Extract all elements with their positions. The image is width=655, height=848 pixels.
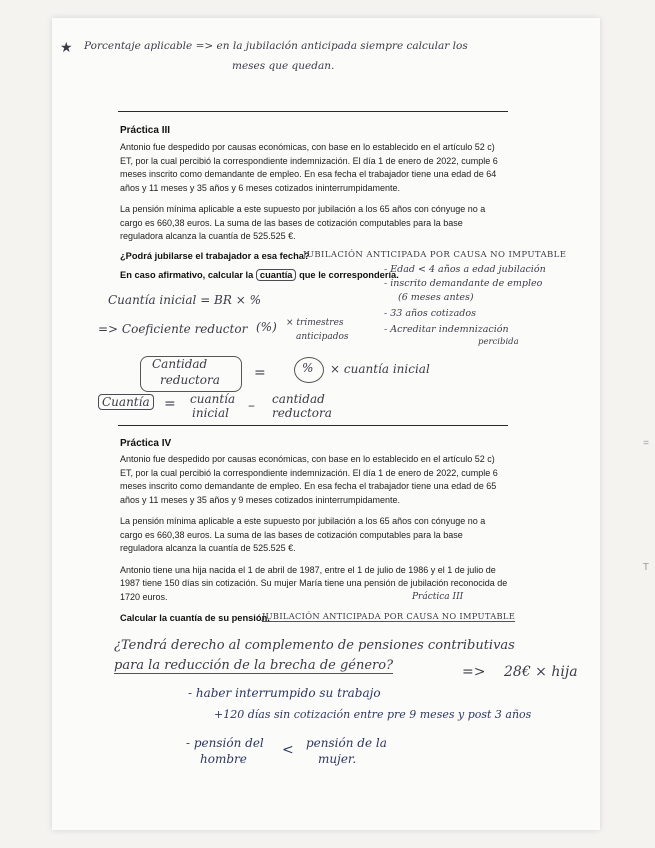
arrow: => [462, 664, 486, 680]
requirement-2: - inscrito demandante de empleo [384, 278, 543, 289]
top-note-line2: meses que quedan. [232, 60, 335, 72]
practice-3-para1: Antonio fue despedido por causas económicas, con base en lo establecido en el artículo 52 c) ET, por la cual percibió la correspondiente indemnización. El día 1 de enero de 2022, cumple 6 meses inscrito como demandante de empleo. En esa fecha el trabajador tiene una edad de 64 años y 11 meses y 35 años y 6 meses cotizados ininterrumpidamente. [120, 142, 498, 193]
formula3-amount: × cuantía inicial [330, 362, 430, 376]
condition-pension-woman-1: pensión de la [306, 736, 387, 750]
condition-less-than: < [282, 742, 294, 758]
practice-4-body [120, 453, 508, 612]
practice-4-answer: JUBILACIÓN ANTICIPADA POR CAUSA NO IMPUTABLE [262, 611, 516, 621]
formula3-equals: = [254, 365, 266, 381]
practice-3-answer1: JUBILACIÓN ANTICIPADA POR CAUSA NO IMPUTABLE [303, 250, 567, 260]
handwritten-question-line1: ¿Tendrá derecho al complemento de pensiones contributivas [114, 638, 515, 653]
q2-part-c: que le correspondería. [299, 270, 399, 280]
divider [118, 111, 508, 112]
practice-3-question1: ¿Podrá jubilarse el trabajador a esa fecha? [120, 251, 310, 261]
handwritten-question-line2: para la reducción de la brecha de género? [114, 658, 394, 673]
requirement-2b: (6 meses antes) [398, 292, 474, 303]
condition-pension-woman-2: mujer. [318, 752, 357, 766]
practice-3-reference: Práctica III [412, 592, 464, 602]
edge-mark: = [643, 438, 649, 449]
formula4-cantidad: cantidad [272, 392, 325, 406]
formula-trimestres: × trimestres [286, 318, 344, 328]
practice-4-question: Calcular la cuantía de su pensión. [120, 613, 270, 623]
formula4-equals: = [164, 396, 176, 412]
top-note-line1: Porcentaje aplicable => en la jubilación anticipada siempre calcular los [84, 40, 468, 52]
practice-4-para2: La pensión mínima aplicable a este supuesto por jubilación a los 65 años con cónyuge no a cargo es 660,38 euros. La suma de las bases de cotización computables para la base reguladora alcanza la cuantía de 525.525 €. [120, 516, 486, 553]
edge-mark: T [642, 562, 649, 573]
formula3-percent: % [302, 361, 314, 375]
q2-part-a: En caso afirmativo, calcular la [120, 270, 254, 280]
formula4-cuantia: Cuantía [98, 394, 154, 410]
formula-initial-amount: Cuantía inicial = BR × % [108, 293, 261, 307]
condition-days: +120 días sin cotización entre pre 9 meses y post 3 años [214, 708, 532, 721]
formula3-cantidad: Cantidad [152, 357, 208, 371]
practice-4-title: Práctica IV [120, 438, 172, 449]
formula-coef-label: => Coeficiente reductor [98, 322, 248, 336]
formula4-reductora: reductora [272, 406, 332, 420]
formula4-minus: – [248, 398, 255, 414]
supplement-amount: 28€ × hija [504, 664, 578, 680]
formula-anticipados: anticipados [296, 332, 349, 342]
formula4-cuantia-inicial-2: inicial [192, 406, 229, 420]
requirement-3: - 33 años cotizados [384, 308, 476, 319]
formula4-cuantia-inicial-1: cuantía [190, 392, 236, 406]
condition-pension-man-1: - pensión del [186, 736, 264, 750]
practice-3-body [120, 141, 508, 252]
condition-interrupt: - haber interrumpido su trabajo [188, 686, 381, 700]
q2-cuantia-boxed: cuantía [256, 269, 297, 281]
practice-3-title: Práctica III [120, 125, 171, 136]
requirement-1: - Edad < 4 años a edad jubilación [384, 264, 546, 275]
requirement-4b: percibida [478, 337, 519, 347]
practice-3-para2: La pensión mínima aplicable a este supuesto por jubilación a los 65 años con cónyuge no a cargo es 660,38 euros. La suma de las bases de cotización computables para la base reguladora alcanza la cuantía de 525.525 €. [120, 204, 486, 241]
divider [118, 425, 508, 426]
practice-4-para1: Antonio fue despedido por causas económicas, con base en lo establecido en el artículo 52 c) ET, por la cual percibió la correspondiente indemnización. El día 1 de enero de 2022, cumple 6 meses inscrito como demandante de empleo. En esa fecha el trabajador tiene una edad de 65 años y 11 meses y 35 años y 9 meses cotizados ininterrumpidamente. [120, 454, 498, 505]
formula-coef-percent: (%) [256, 320, 277, 334]
star-icon: ★ [60, 40, 73, 56]
condition-pension-man-2: hombre [200, 752, 247, 766]
requirement-4: - Acreditar indemnización [384, 324, 509, 335]
practice-3-question2 [120, 270, 399, 280]
formula3-reductora: reductora [160, 373, 220, 387]
practice-4-para3: Antonio tiene una hija nacida el 1 de abril de 1987, entre el 1 de julio de 1986 y el 1 de julio de 1987 tiene 150 días sin cotización. Su mujer María tiene una pensión de jubilación reconocida de 1720 euros. [120, 564, 508, 602]
